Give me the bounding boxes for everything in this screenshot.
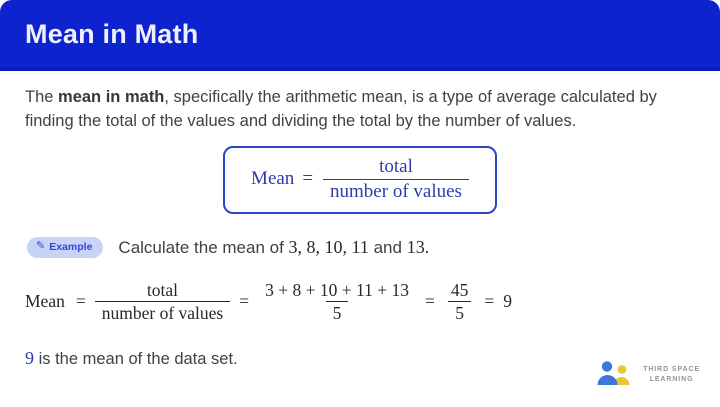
- formula-denominator: number of values: [323, 179, 469, 204]
- header: [0, 0, 720, 71]
- page-title: Mean in Math: [25, 18, 199, 49]
- intro-text-post: , specifically the arithmetic mean, is a type of average calculated by finding the total of the values and dividing the total by the number of values.: [25, 88, 657, 130]
- equation-fraction-2-denominator: 5: [326, 301, 349, 324]
- pencil-icon: ✎: [36, 240, 46, 253]
- formula-lhs: Mean: [251, 168, 295, 190]
- intro-paragraph: [25, 86, 703, 133]
- formula-box: [223, 146, 497, 214]
- example-numbers-a: 3, 8, 10, 11: [288, 236, 369, 257]
- example-prompt-text: Calculate the mean of: [118, 237, 289, 257]
- example-conjunction: and: [368, 237, 407, 257]
- equation-equals-3: =: [424, 290, 435, 311]
- example-badge: [27, 237, 103, 258]
- logo-line-2: LEARNING: [649, 376, 694, 383]
- example-row: [27, 237, 720, 258]
- conclusion-result: 9: [25, 347, 34, 368]
- intro-text-bold: mean in math: [58, 88, 165, 106]
- equation-fraction-1-numerator: total: [146, 279, 179, 300]
- equation-equals-4: =: [484, 290, 495, 311]
- equation-fraction-2-numerator: 3 + 8 + 10 + 11 + 13: [265, 279, 409, 300]
- equation-fraction-2: [258, 279, 416, 324]
- equation-fraction-3-numerator: 45: [450, 279, 469, 300]
- formula-fraction: [323, 155, 469, 204]
- equation-lhs: Mean: [25, 290, 65, 311]
- equation-equals-2: =: [239, 290, 250, 311]
- equation-equals-1: =: [75, 290, 86, 311]
- example-prompt: [118, 237, 429, 258]
- logo-wordmark: [643, 365, 700, 385]
- example-badge-label: Example: [49, 240, 93, 253]
- conclusion-text: is the mean of the data set.: [34, 349, 238, 368]
- example-numbers-b: 13.: [406, 236, 430, 257]
- worked-equation: [25, 279, 720, 324]
- equation-result: 9: [503, 290, 512, 311]
- third-space-learning-logo: [597, 360, 700, 390]
- equation-fraction-1-denominator: number of values: [95, 301, 231, 324]
- equation-fraction-3: [444, 279, 476, 324]
- formula-equals: =: [302, 168, 314, 190]
- intro-text-pre: The: [25, 88, 59, 106]
- equation-fraction-3-denominator: 5: [448, 301, 471, 324]
- formula-numerator: total: [379, 156, 413, 177]
- equation-fraction-1: [95, 279, 231, 324]
- logo-line-1: THIRD SPACE: [643, 365, 700, 373]
- logo-people-icon: [597, 360, 637, 390]
